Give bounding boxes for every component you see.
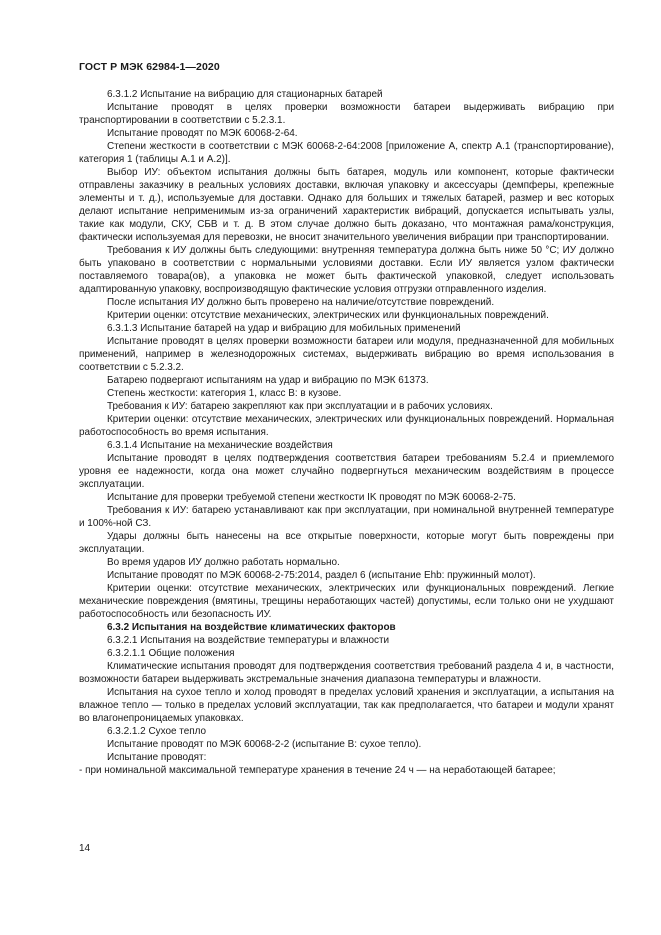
paragraph: Испытание проводят в целях подтверждения соответствия батареи требованиям 5.2.4 и приемлемого уровня ее надежности, когда она может случайно подвергнуться механическим воздействиям в процессе эксплуатации. — [79, 453, 614, 490]
paragraph: 6.3.1.3 Испытание батарей на удар и вибрацию для мобильных применений — [107, 323, 461, 334]
paragraph: Климатические испытания проводят для подтверждения соответствия требований раздела 4 и, в частности, возможности батареи выдерживать экстремальные значения диапазона температуры и влажности. — [79, 661, 614, 685]
paragraph: Испытание проводят по МЭК 60068-2-2 (испытание В: сухое тепло). — [107, 739, 422, 750]
paragraph: Критерии оценки: отсутствие механических, электрических или функциональных повреждений. — [107, 310, 549, 321]
paragraph: Требования к ИУ должны быть следующими: внутренняя температура должна быть ниже 50 °С; ИУ должно быть упаковано в соответствии с нормальными условиями доставки. Если ИУ является узлом фактически поставляемого товара(ов), а упаковка не может быть фактической упаковкой, следует использовать адаптированную упаковку, воспроизводящую фактические условия отгрузки отправленного изделия. — [79, 245, 614, 295]
paragraph: Испытания на сухое тепло и холод проводят в пределах условий хранения и эксплуатации, а испытания на влажное тепло — только в пределах условий эксплуатации, так как предполагается, что батареи и модули хранят во влагонепроницаемых упаковках. — [79, 687, 614, 724]
paragraph: Требования к ИУ: батарею устанавливают как при эксплуатации, при номинальной внутренней температуре и 100%-ной СЗ. — [79, 505, 614, 529]
paragraph: 6.3.1.2 Испытание на вибрацию для стационарных батарей — [107, 89, 383, 100]
paragraph: Испытание для проверки требуемой степени жесткости IK проводят по МЭК 60068-2-75. — [107, 492, 516, 503]
paragraph: 6.3.2.1.1 Общие положения — [107, 648, 235, 659]
paragraph: Удары должны быть нанесены на все открытые поверхности, которые могут быть повреждены при эксплуатации. — [79, 531, 614, 555]
document-header: ГОСТ Р МЭК 62984-1—2020 — [79, 61, 220, 73]
document-body — [79, 88, 614, 777]
paragraph: Критерии оценки: отсутствие механических, электрических или функциональных повреждений. Легкие механические повреждения (вмятины, трещины неработающих частей) допустимы, если только они не ухудшают работоспособность или безопасность ИУ. — [79, 583, 614, 620]
paragraph: 6.3.2.1 Испытания на воздействие температуры и влажности — [107, 635, 390, 646]
paragraph: Батарею подвергают испытаниям на удар и вибрацию по МЭК 61373. — [107, 375, 429, 386]
page-number: 14 — [79, 843, 91, 854]
paragraph: Испытание проводят в целях проверки возможности батареи или модуля, предназначенной для мобильных применений, например в железнодорожных системах, выдерживать вибрацию во время использования в соответствии с 5.2.3.2. — [79, 336, 614, 373]
paragraph: После испытания ИУ должно быть проверено на наличие/отсутствие повреждений. — [107, 297, 495, 308]
paragraph: Испытание проводят по МЭК 60068-2-75:2014, раздел 6 (испытание Ehb: пружинный молот). — [107, 570, 536, 581]
paragraph: Испытание проводят в целях проверки возможности батареи выдерживать вибрацию при транспортировании в соответствии с 5.2.3.1. — [79, 102, 614, 126]
paragraph: - при номинальной максимальной температуре хранения в течение 24 ч — на неработающей батарее; — [79, 765, 556, 776]
paragraph: Испытание проводят по МЭК 60068-2-64. — [107, 128, 298, 139]
section-heading: 6.3.2 Испытания на воздействие климатических факторов — [107, 622, 396, 633]
paragraph: 6.3.2.1.2 Сухое тепло — [107, 726, 207, 737]
paragraph: Испытание проводят: — [107, 752, 207, 763]
paragraph: Критерии оценки: отсутствие механических, электрических или функциональных повреждений. Нормальная работоспособность во время испытания. — [79, 414, 614, 438]
paragraph: Степень жесткости: категория 1, класс В: в кузове. — [107, 388, 342, 399]
paragraph: Выбор ИУ: объектом испытания должны быть батарея, модуль или компонент, которые фактически отправлены заказчику в реальных условиях доставки, включая упаковку и аксессуары (демпферы, крепежные элементы и т. д.), используемые для доставки. Однако для больших и тяжелых батарей, размер и вес которых делают испытание неприменимым из-за ограничений характеристик вибраций, допускается испытывать узлы, такие как модули, СКУ, СБВ и т. д. В этом случае должно быть доказано, что монтажная рама/конструкция, фактически используемая для перевозки, не вносит значительного увеличения вибрации при транспортировании. — [79, 167, 614, 243]
paragraph: Степени жесткости в соответствии с МЭК 60068-2-64:2008 [приложение А, спектр А.1 (транспортирование), категория 1 (таблицы А.1 и А.2)]. — [79, 141, 614, 165]
paragraph: Во время ударов ИУ должно работать нормально. — [107, 557, 340, 568]
paragraph: 6.3.1.4 Испытание на механические воздействия — [107, 440, 333, 451]
paragraph: Требования к ИУ: батарею закрепляют как при эксплуатации и в рабочих условиях. — [107, 401, 493, 412]
